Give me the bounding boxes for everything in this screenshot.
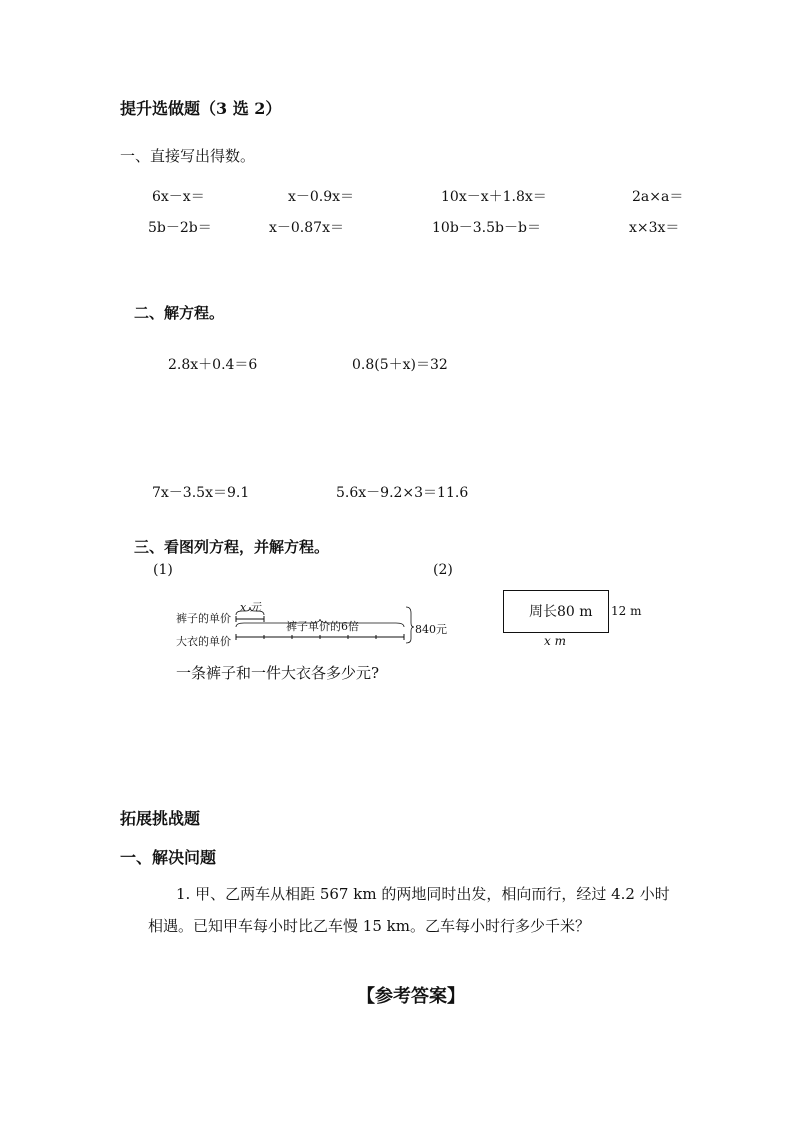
calc-item: x－0.9x＝ [288,189,355,205]
calc-item: x－0.87x＝ [269,220,344,236]
equation-item: 0.8(5＋x)＝32 [352,357,448,373]
question-number-1: (1) [153,562,173,578]
calc-item: 2a×a＝ [632,189,684,205]
segment-diagram [230,605,415,645]
challenge-part1-heading: 一、解决问题 [120,848,217,867]
equation-item: 7x－3.5x＝9.1 [152,485,250,501]
equation-item: 2.8x＋0.4＝6 [168,357,258,373]
width-x-label: x m [544,634,566,648]
side-length-label: 12 m [611,604,642,618]
part1-heading: 一、直接写出得数。 [120,147,256,165]
answer-title: 【参考答案】 [357,986,465,1007]
calc-item: 10b－3.5b－b＝ [432,220,541,236]
label-pants-price: 裤子的单价 [176,612,231,625]
part2-heading: 二、解方程。 [134,304,225,322]
calc-item: 5b－2b＝ [148,220,212,236]
label-x-yuan: x 元 [240,601,261,614]
section-title-advanced: 提升选做题（3 选 2） [120,99,282,118]
label-six-times: 裤子单价的6倍 [286,620,359,633]
perimeter-label: 周长80 m [529,604,593,620]
question-number-2: (2) [433,562,453,578]
label-total-840: 840元 [415,623,447,636]
section-title-challenge: 拓展挑战题 [120,809,201,828]
problem-text-line2: 相遇。已知甲车每小时比乙车慢 15 km。乙车每小时行多少千米？ [148,917,590,935]
part3-heading: 三、看图列方程，并解方程。 [134,538,330,556]
problem-text-line1: 1. 甲、乙两车从相距 567 km 的两地同时出发，相向而行，经过 4.2 小时 [176,885,670,903]
calc-item: 10x－x＋1.8x＝ [441,189,547,205]
calc-item: x×3x＝ [629,220,680,236]
label-coat-price: 大衣的单价 [176,635,231,648]
calc-item: 6x－x＝ [152,189,205,205]
question1-text: 一条裤子和一件大衣各多少元? [176,664,380,682]
equation-item: 5.6x－9.2×3＝11.6 [336,485,469,501]
